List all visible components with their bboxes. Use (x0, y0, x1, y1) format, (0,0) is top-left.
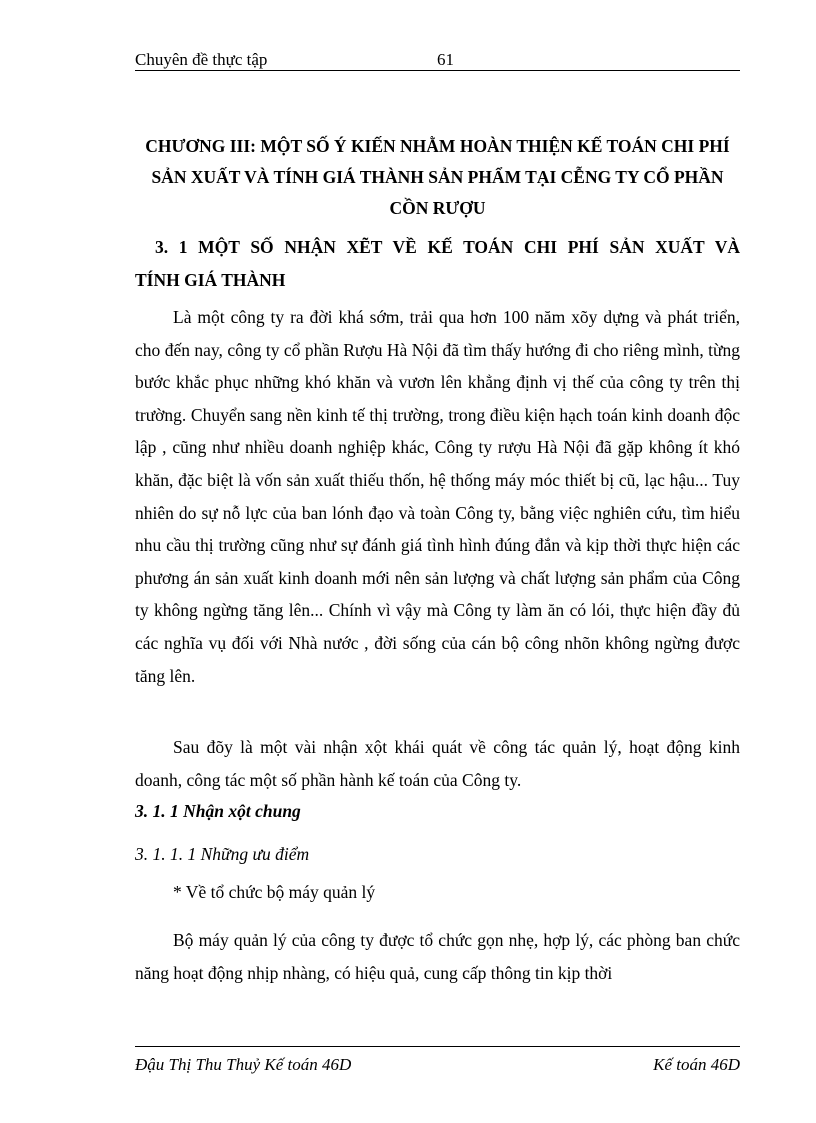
subsection-heading: 3. 1. 1 Nhận xột chung (135, 801, 301, 821)
section-heading (135, 231, 740, 297)
header-title: Chuyên đề thực tập (135, 50, 268, 69)
bullet-item: * Về tổ chức bộ máy quản lý (173, 882, 376, 902)
section-heading-line2: TÍNH GIÁ THÀNH (135, 270, 286, 290)
chapter-title: CHƯƠNG III: MỘT SỐ Ý KIẾN NHẰM HOÀN THIỆN KẾ TOÁN CHI PHÍ SẢN XUẤT VÀ TÍNH GIÁ THÀNH SẢN PHẨM TẠI CỄNG TY CỔ PHẦN CỒN RƯỢU (145, 136, 730, 218)
page-number: 61 (437, 50, 454, 69)
body-paragraph-1: Là một công ty ra đời khá sớm, trải qua hơn 100 năm xõy dựng và phát triển, cho đến nay, công ty cổ phần Rượu Hà Nội đã tìm thấy hướng đi cho riêng mình, từng bước khắc phục những khó khăn và vươn lên khẳng định vị thế của công ty trên thị trường. Chuyển sang nền kinh tế thị trường, trong điều kiện hạch toán kinh doanh độc lập , cũng như nhiều doanh nghiệp khác, Công ty rượu Hà Nội đã gặp không ít khó khăn, đặc biệt là vốn sản xuất thiếu thốn, hệ thống máy móc thiết bị cũ, lạc hậu... Tuy nhiên do sự nỗ lực của ban lónh đạo và toàn Công ty, bằng việc nghiên cứu, tìm hiểu nhu cầu thị trường cũng như sự đánh giá tình hình đúng đắn và kịp thời thực hiện các phương án sản xuất kinh doanh mới nên sản lượng và chất lượng sản phẩm của Công ty không ngừng tăng lên... Chính vì vậy mà Công ty làm ăn có lói, thực hiện đầy đủ các nghĩa vụ đối với Nhà nước , đời sống của cán bộ công nhõn không ngừng được tăng lên. (135, 307, 740, 686)
footer-author: Đậu Thị Thu Thuỷ Kế toán 46D (135, 1055, 352, 1074)
body-paragraph-2: Sau đõy là một vài nhận xột khái quát về công tác quản lý, hoạt động kinh doanh, công tác một số phần hành kế toán của Công ty. (135, 737, 740, 790)
body-paragraph-3: Bộ máy quản lý của công ty được tổ chức gọn nhẹ, hợp lý, các phòng ban chức năng hoạt động nhịp nhàng, có hiệu quả, cung cấp thông tin kịp thời (135, 930, 740, 983)
page-footer (135, 1046, 740, 1077)
section-heading-line1: 3. 1 MỘT SỐ NHẬN XẼT VỀ KẾ TOÁN CHI PHÍ SẢN XUẤT VÀ (155, 237, 740, 257)
subsubsection-heading: 3. 1. 1. 1 Những ưu điểm (135, 844, 310, 864)
footer-class: Kế toán 46D (653, 1055, 740, 1074)
page-header (135, 48, 740, 71)
